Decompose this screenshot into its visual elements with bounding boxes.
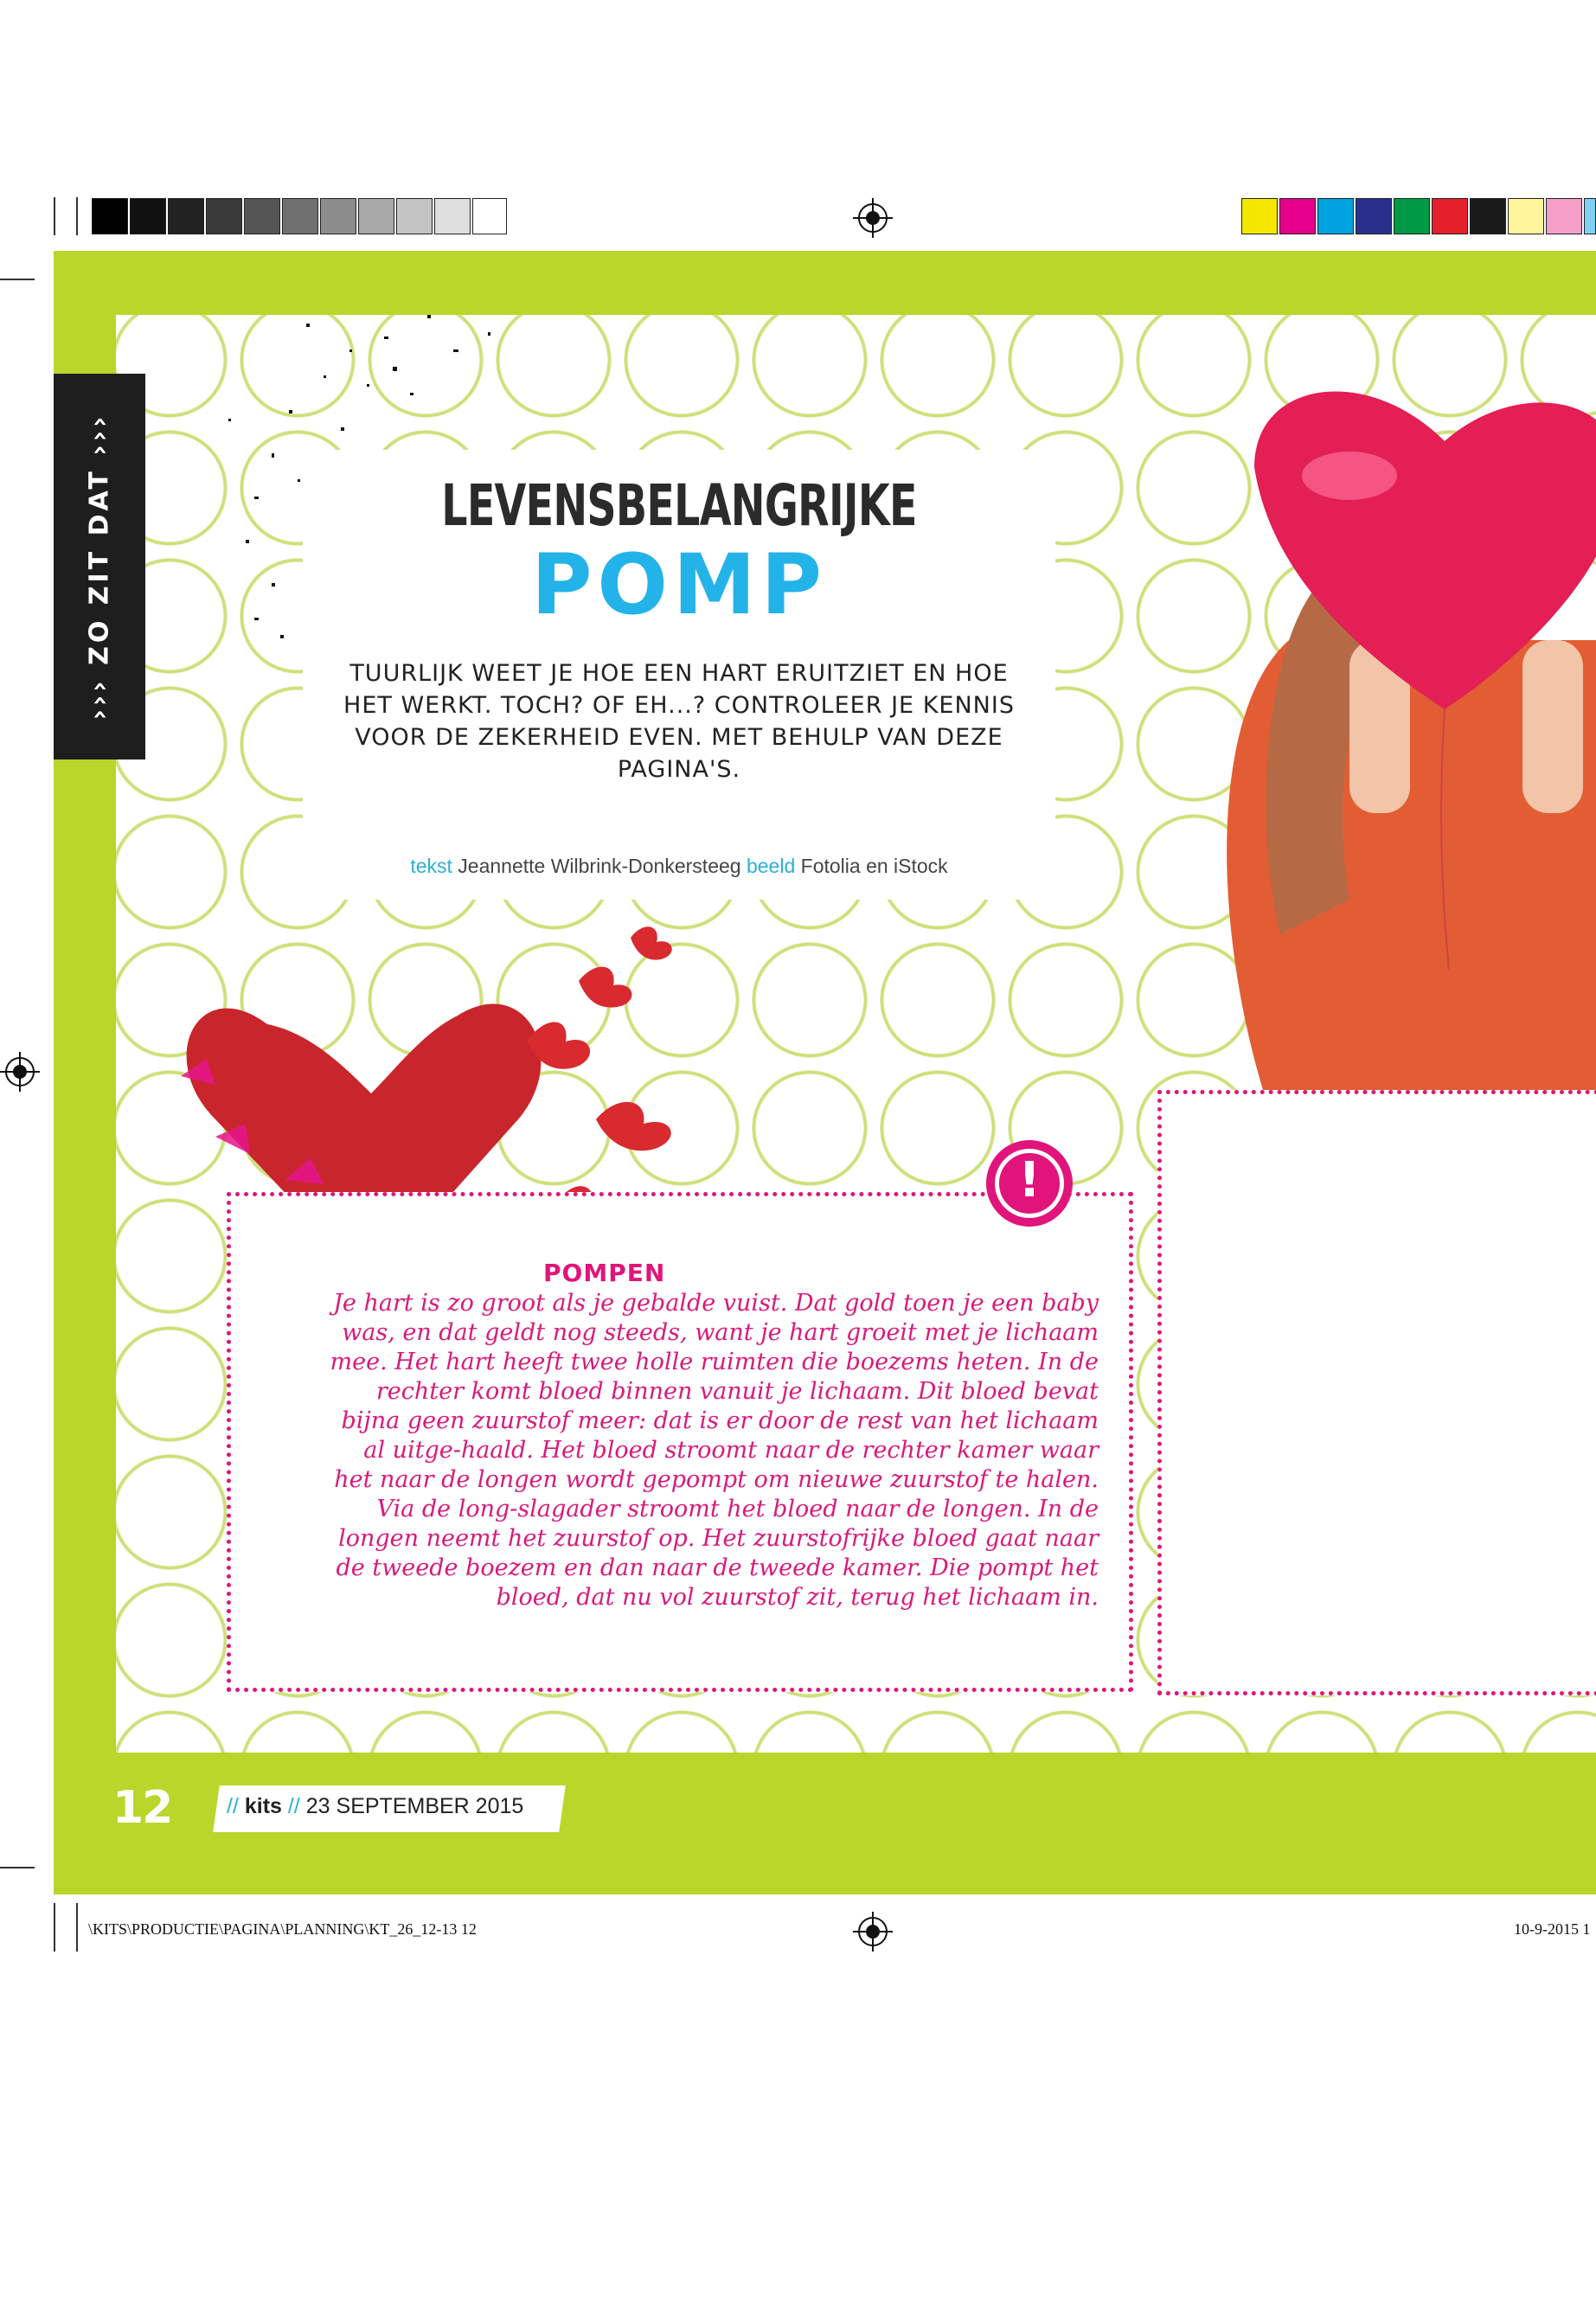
crop-mark (0, 279, 35, 280)
registration-mark-left (5, 1057, 35, 1086)
crop-mark (54, 1903, 55, 1952)
registration-mark-bottom (858, 1917, 888, 1946)
magazine-name: kits (244, 1794, 282, 1818)
section-tab-label: ››› ZO ZIT DAT ››› (84, 413, 115, 721)
page-number: 12 (112, 1782, 172, 1834)
slug-date: 10-9-2015 1 (1514, 1920, 1591, 1938)
title-line-2: POMP (531, 536, 827, 633)
credits-author: Jeannette Wilbrink-Donkersteeg (458, 855, 741, 877)
info-box-body: Je hart is zo groot als je gebalde vuist. Dat gold toen je een baby was, en dat geldt nog steeds, want je hart groeit met je lichaam mee. Het hart heeft twee holle ruimten die boezems heten. In de rechter komt bloed binnen vanuit je lichaam. Dit bloed bevat bijna geen zuurstof meer: dat is er door de rest van het lichaam al uitge-haald. Het bloed stroomt naar de rechter kamer waar het naar de longen wordt gepompt om nieuwe zuurstof te halen. Via de long-slagader stroomt het bloed naar de longen. In de longen neemt het zuurstof op. Het zuurstofrijke bloed gaat naar de tweede boezem en dan naar de tweede kamer. Die pompt het bloed, dat nu vol zuurstof zit, terug het lichaam in. (330, 1290, 1099, 1611)
credits-image-label: beeld (746, 855, 796, 877)
info-box-title: POMPEN (543, 1259, 666, 1287)
secondary-box (1157, 1090, 1596, 1695)
credits (303, 855, 1055, 878)
credits-text-label: tekst (410, 855, 452, 877)
crop-mark (54, 197, 55, 235)
section-tab (54, 374, 145, 760)
footer-line (227, 1794, 523, 1819)
footer-separator: // (287, 1794, 300, 1818)
credits-image-source: Fotolia en iStock (800, 855, 948, 877)
title-box (303, 450, 1055, 900)
exclamation-icon: ! (986, 1140, 1073, 1227)
footer-separator: // (227, 1794, 239, 1818)
registration-mark-top (858, 203, 888, 233)
crop-mark (76, 1903, 78, 1952)
girl-holding-heart-balloon (1159, 381, 1596, 1090)
intro-text: TUURLIJK WEET JE HOE EEN HART ERUITZIET EN HOE HET WERKT. TOCH? OF EH...? CONTROLEER JE KENNIS VOOR DE ZEKERHEID EVEN. MET BEHULP VAN DEZE PAGINA'S. (343, 660, 1015, 783)
crop-mark (0, 1867, 35, 1868)
crop-mark (76, 197, 78, 235)
issue-date: 23 SEPTEMBER 2015 (305, 1794, 524, 1818)
slug-path: \KITS\PRODUCTIE\PAGINA\PLANNING\KT_26_12-13 12 (88, 1920, 477, 1938)
title-line-1: LEVENSBELANGRIJKE (441, 472, 917, 539)
